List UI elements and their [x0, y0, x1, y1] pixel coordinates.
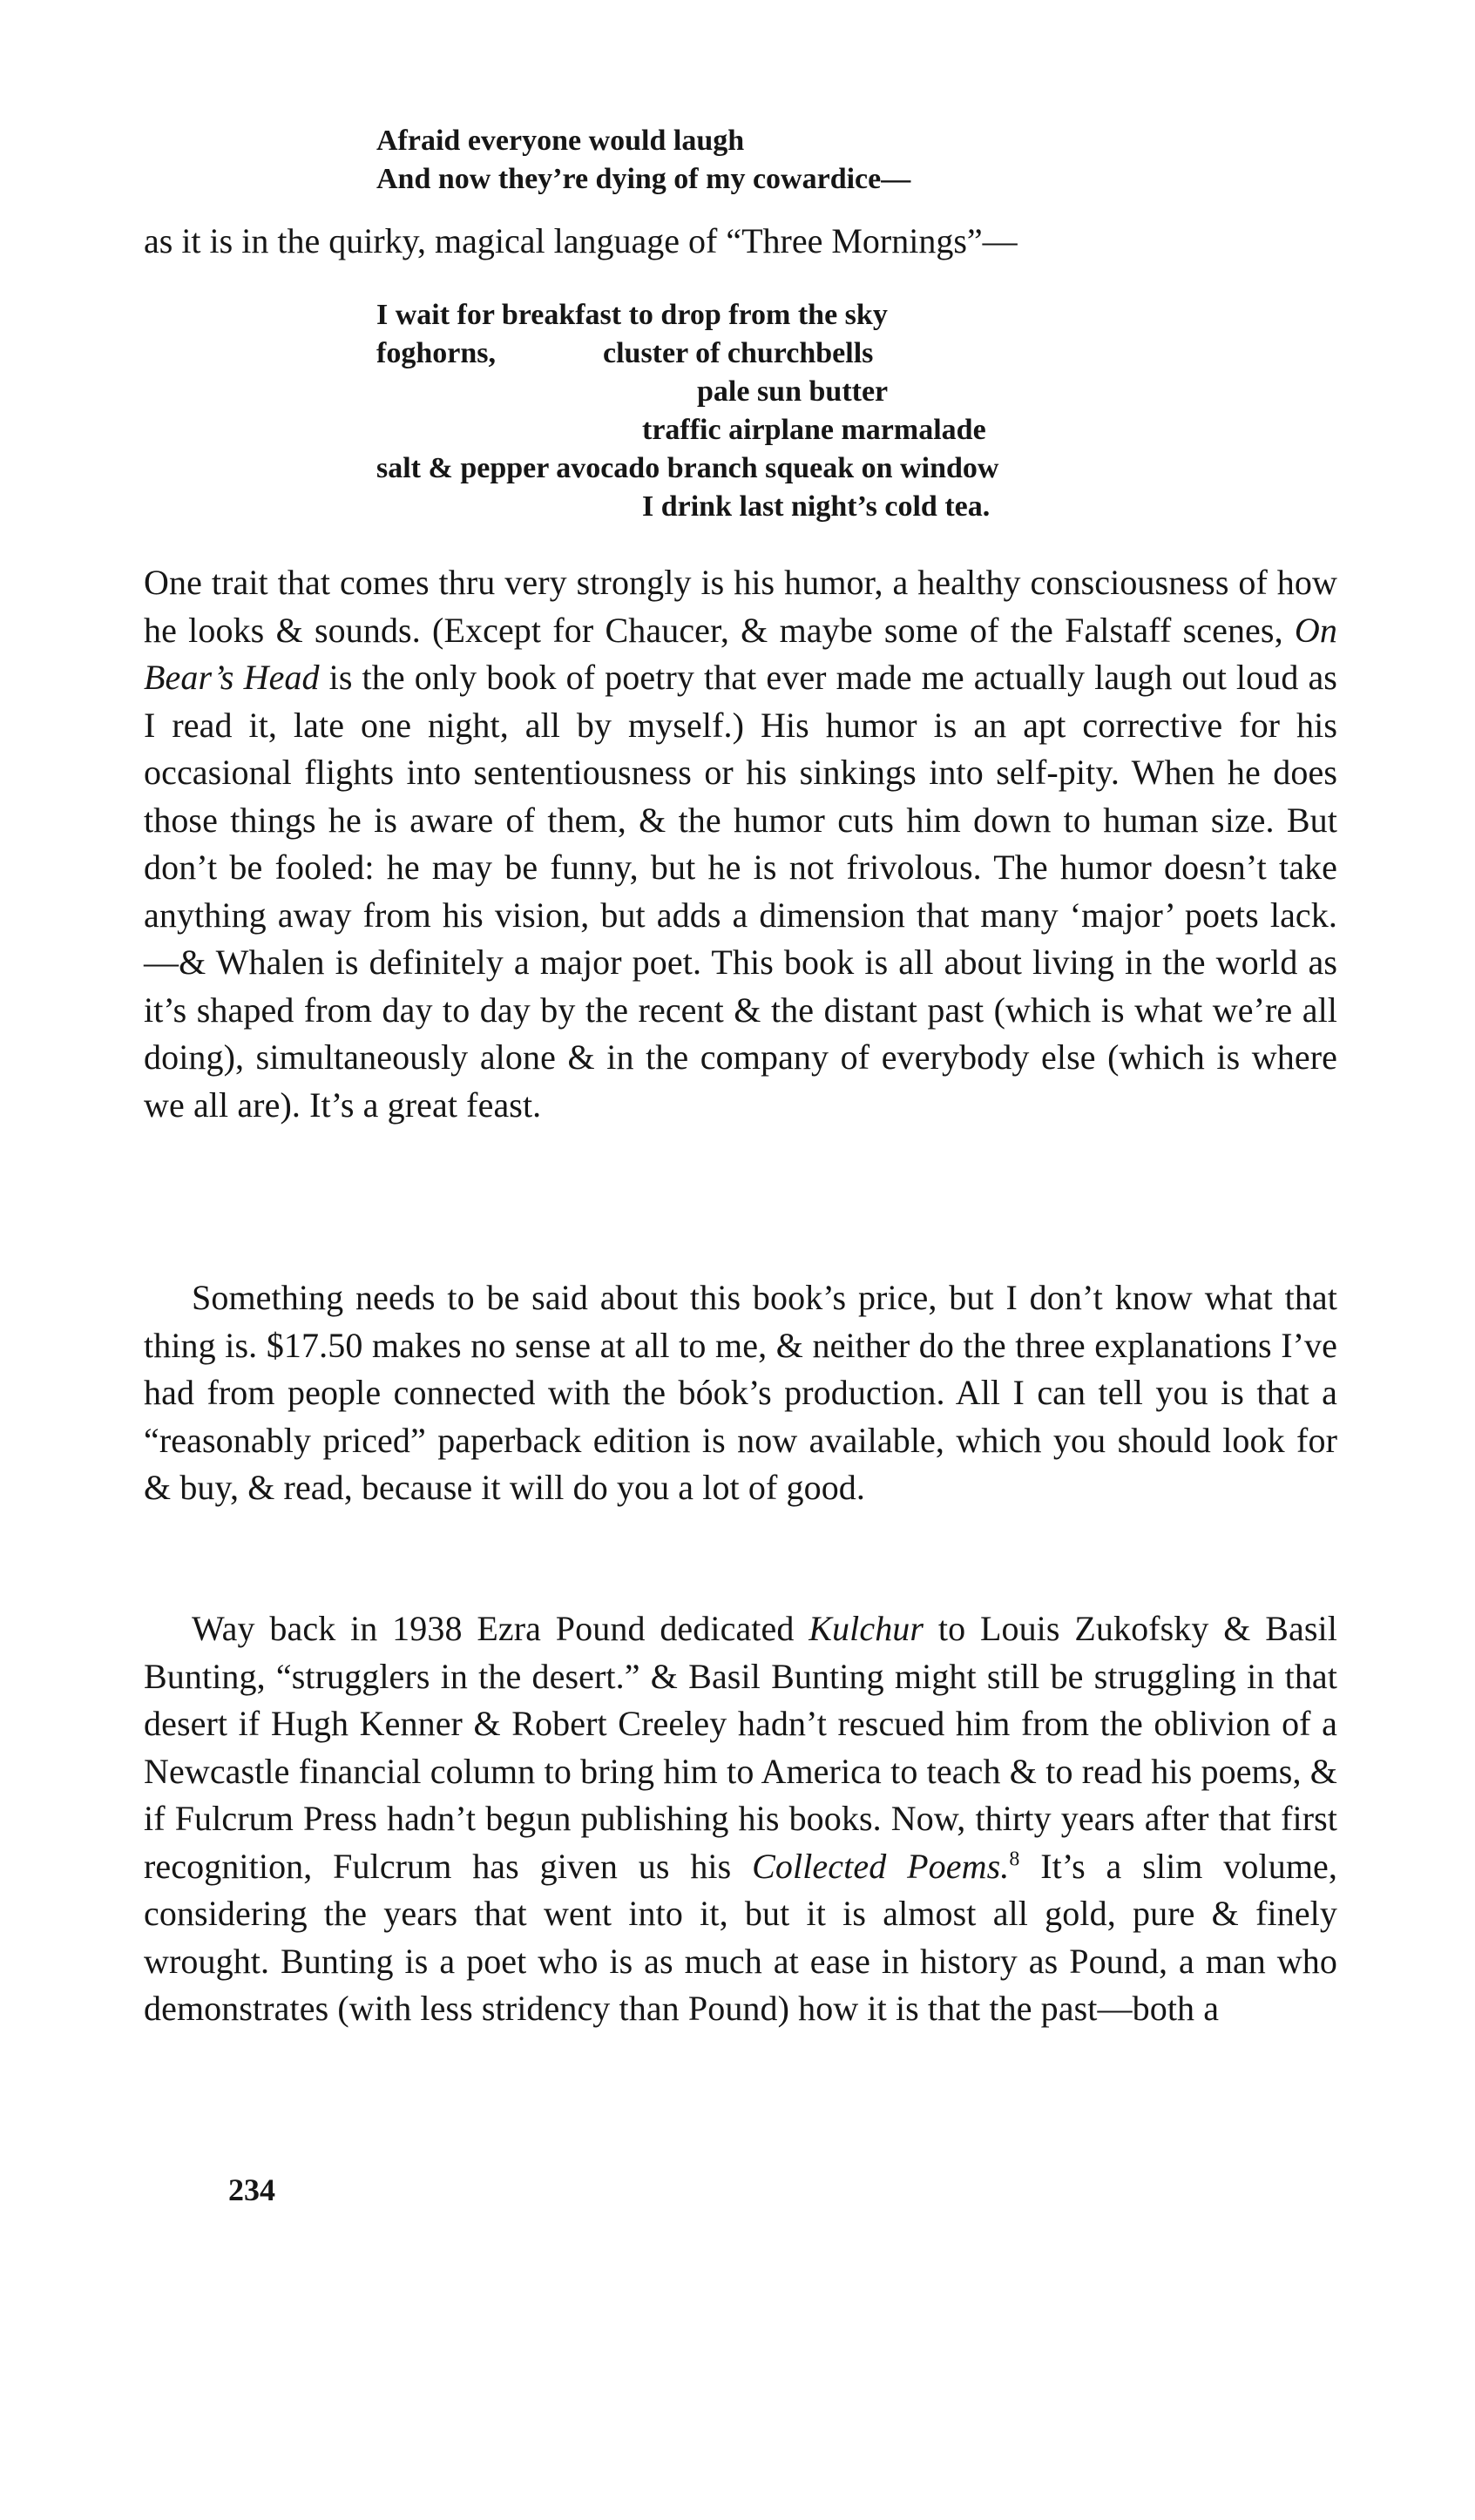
poem-line: salt & pepper avocado branch squeak on window	[376, 452, 999, 484]
poem-line: pale sun butter	[697, 375, 889, 408]
paragraph-text: is the only book of poetry that ever made me actually laugh out loud as I read it, late one night, all by myself.) His humor is an apt corrective for his occasional flights into sententiousness or his sinkings into self-pity. When he does those things he is aware of them, & the humor cuts him down to human size. But don’t be fooled: he may be funny, but he is not frivolous. The humor doesn’t take anything away from his vision, but adds a dimension that many ‘major’ poets lack.—& Whalen is definitely a major poet. This book is all about living in the world as it’s shaped from day to day by the recent & the distant past (which is what we’re all doing), simultaneously alone & in the company of everybody else (which is where we all are). It’s a great feast.	[144, 658, 1337, 1125]
paragraph-text: One trait that comes thru very strongly is his humor, a healthy consciousness of how he looks & sounds. (Except for Chaucer, & maybe some of the Falstaff scenes,	[144, 563, 1337, 650]
poem-line: traffic airplane marmalade	[642, 414, 986, 446]
intro-line: as it is in the quirky, magical language of “Three Mornings”—	[144, 221, 1018, 260]
poem-line: And now they’re dying of my cowardice—	[376, 163, 911, 195]
footnote-marker: 8	[1009, 1848, 1020, 1871]
poem-line: cluster of churchbells	[603, 337, 874, 369]
book-title: Collected Poems.	[752, 1846, 1010, 1886]
book-title: On Bear’s Head	[144, 610, 1337, 697]
page-number: 234	[228, 2172, 275, 2207]
poem-line: I wait for breakfast to drop from the sky	[376, 299, 888, 331]
poem-line: I drink last night’s cold tea.	[642, 490, 991, 523]
paragraph-bunting	[144, 1605, 1337, 2033]
paragraph-text: It’s a slim volume, considering the years that went into it, but it is almost all gold, pure & finely wrought. Bunting is a poet who is as much at ease in history as Pound, a man who demonstrates (with less stridency than Pound) how it is that the past—both a	[144, 1846, 1337, 2028]
paragraph-text: Something needs to be said about this book’s price, but I don’t know what that thing is. $17.50 makes no sense at all to me, & neither do the three explanations I’ve had from people connected with the bóok’s production. All I can tell you is that a “reasonably priced” paperback edition is now available, which you should look for & buy, & read, because it will do you a lot of good.	[144, 1278, 1337, 1507]
paragraph-text: to Louis Zukofsky & Basil Bunting, “strugglers in the desert.” & Basil Bunting might still be struggling in that desert if Hugh Kenner & Robert Creeley hadn’t rescued him from the oblivion of a Newcastle financial column to bring him to America to teach & to read his poems, & if Fulcrum Press hadn’t begun publishing his books. Now, thirty years after that first recognition, Fulcrum has given us his	[144, 1609, 1337, 1886]
paragraph-price	[144, 1274, 1337, 1512]
paragraph-humor	[144, 559, 1337, 1129]
book-title: Kulchur	[809, 1609, 924, 1648]
paragraph-text: Way back in 1938 Ezra Pound dedicated	[192, 1609, 795, 1648]
poem-line: foghorns,	[376, 337, 496, 369]
poem-line: Afraid everyone would laugh	[376, 125, 745, 157]
